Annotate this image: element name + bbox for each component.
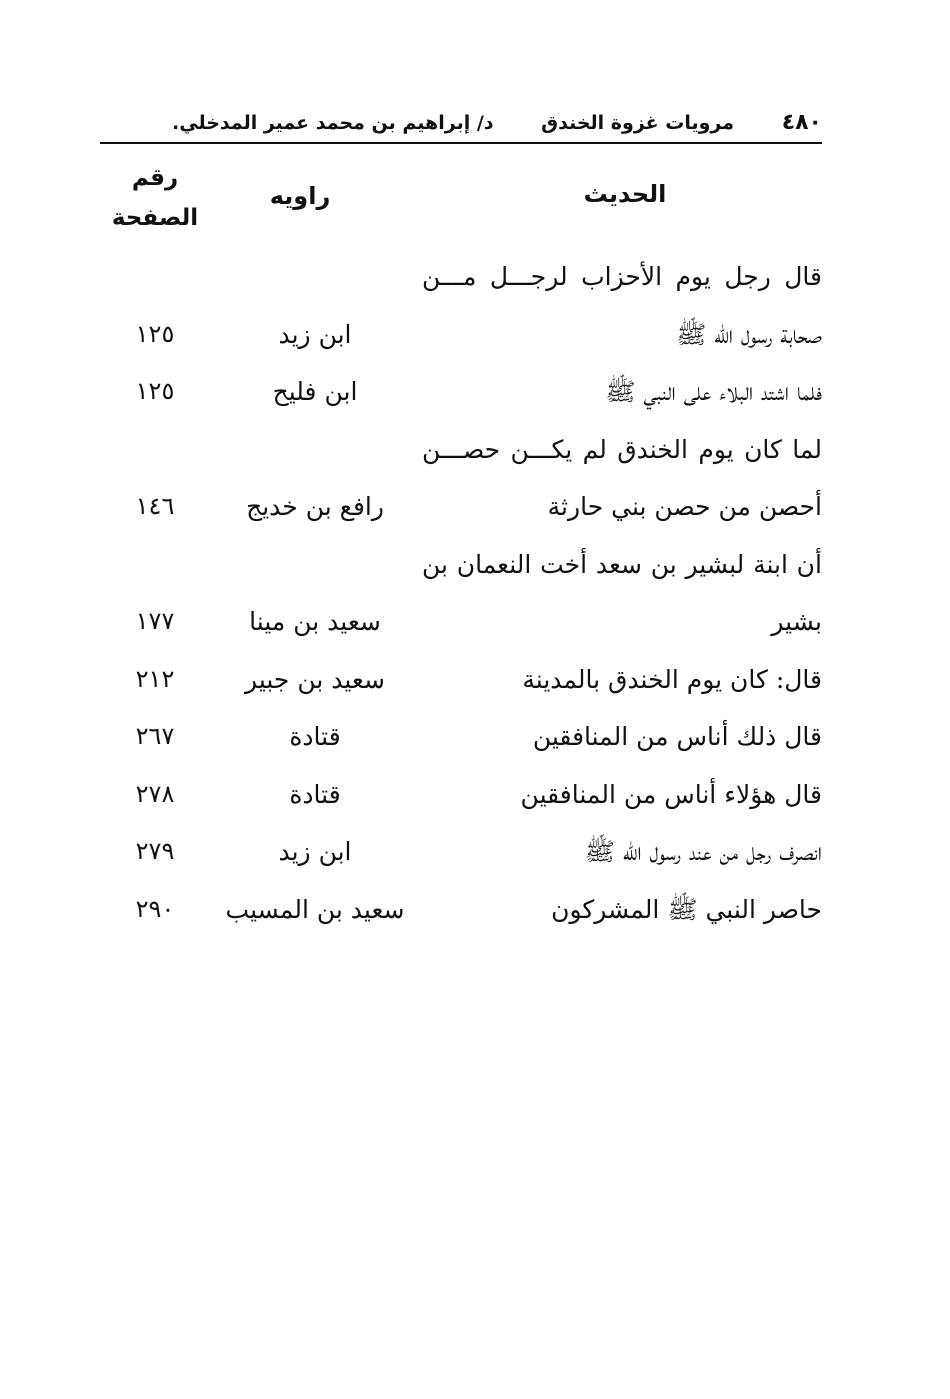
hadith-text: قال ذلك أناس من المنافقين bbox=[532, 722, 822, 751]
page-ref: ٢٩٠ bbox=[135, 894, 175, 923]
page-ref: ٢١٢ bbox=[135, 664, 175, 693]
page-ref bbox=[100, 536, 210, 594]
table-row bbox=[100, 881, 822, 939]
page-ref: ١٧٧ bbox=[135, 607, 175, 635]
table-row bbox=[100, 823, 822, 881]
hadith-text: أحصن من حصن بني حارثة bbox=[547, 492, 822, 521]
page-ref: ٢٧٩ bbox=[135, 837, 175, 865]
rawi-name bbox=[220, 248, 410, 306]
column-header-hadith: الحديث bbox=[583, 180, 667, 208]
column-header-page-line2: الصفحة bbox=[111, 205, 199, 231]
table-row bbox=[100, 593, 822, 651]
page-ref: ١٢٥ bbox=[135, 377, 175, 405]
rawi-name: ابن فليح bbox=[272, 377, 358, 406]
page-ref: ١٤٦ bbox=[135, 492, 175, 520]
rawi-name: ابن زيد bbox=[278, 319, 352, 349]
hadith-text: قال: كان يوم الخندق بالمدينة bbox=[522, 664, 822, 694]
page-ref: ٢٧٨ bbox=[135, 779, 175, 808]
hadith-index-table bbox=[100, 248, 822, 938]
rawi-name: ابن زيد bbox=[278, 837, 352, 866]
rawi-name: رافع بن خديج bbox=[246, 492, 384, 521]
hadith-text: قال رجل يوم الأحزاب لرجـــل مـــن bbox=[422, 262, 822, 291]
table-row bbox=[100, 248, 822, 306]
page-ref: ١٢٥ bbox=[135, 319, 175, 348]
table-row bbox=[100, 478, 822, 536]
rawi-name: سعيد بن مينا bbox=[249, 607, 381, 636]
column-header-page bbox=[100, 158, 210, 238]
rawi-name bbox=[220, 421, 410, 479]
table-row bbox=[100, 306, 822, 364]
page-ref: ٢٦٧ bbox=[135, 722, 175, 750]
hadith-text: أن ابنة لبشير بن سعد أخت النعمان بن bbox=[422, 549, 822, 579]
hadith-text: بشير bbox=[771, 607, 822, 636]
table-row bbox=[100, 708, 822, 766]
hadith-text: انصرف رجل من عند رسول الله ﷺ bbox=[584, 837, 822, 866]
rawi-name bbox=[220, 536, 410, 594]
table-row bbox=[100, 421, 822, 479]
page-number: ٤٨٠ bbox=[781, 110, 822, 135]
table-row bbox=[100, 363, 822, 421]
rawi-name: قتادة bbox=[289, 779, 341, 809]
rawi-name: سعيد بن جبير bbox=[245, 664, 385, 694]
hadith-text: قال هؤلاء أناس من المنافقين bbox=[520, 779, 822, 809]
hadith-text: فلما اشتد البلاء على النبي ﷺ bbox=[605, 377, 822, 406]
page-ref bbox=[100, 421, 210, 479]
table-row bbox=[100, 536, 822, 594]
page-ref bbox=[100, 248, 210, 306]
hadith-text: حاصر النبي ﷺ المشركون bbox=[551, 894, 822, 924]
hadith-text: لما كان يوم الخندق لم يكـــن حصـــن bbox=[422, 434, 822, 464]
hadith-text: صحابة رسول الله ﷺ bbox=[676, 319, 822, 349]
column-header-rawi: راويه bbox=[269, 182, 331, 210]
rawi-name: سعيد بن المسيب bbox=[225, 894, 405, 924]
column-header-page-line1: رقم bbox=[131, 165, 179, 191]
running-header bbox=[100, 108, 822, 144]
table-row bbox=[100, 766, 822, 824]
rawi-name: قتادة bbox=[289, 722, 341, 751]
book-title: مرويات غزوة الخندق bbox=[541, 112, 734, 134]
table-row bbox=[100, 651, 822, 709]
author-name: د/ إبراهيم بن محمد عمير المدخلي. bbox=[172, 112, 494, 134]
